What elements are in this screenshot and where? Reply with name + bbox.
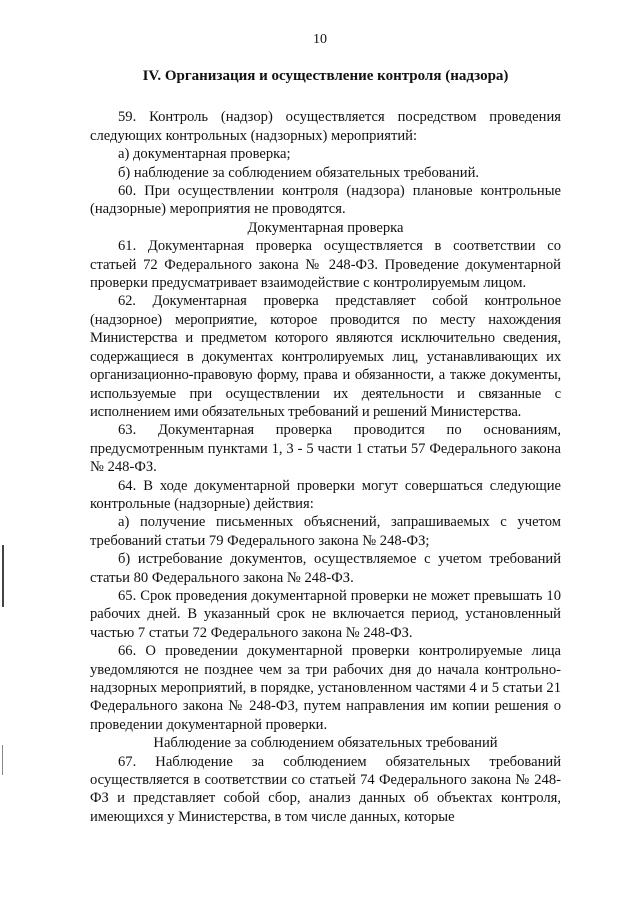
paragraph-64b: б) истребование документов, осуществляемое с учетом требований статьи 80 Федерального закона № 248-ФЗ.	[90, 551, 561, 586]
subheading-observation: Наблюдение за соблюдением обязательных требований	[153, 735, 498, 752]
paragraph-62: 62. Документарная проверка представляет собой контрольное (надзорное) мероприятие, которое проводится по месту нахождения Министерства и предметом которого являются исключительно сведения, содержащиеся в документах контролируемых лиц, устанавливающих их организационно-правовую форму, права и обязанности, а также документы, используемые при осуществлении их деятельности и связанные с исполнением ими обязательных требований и решений Министерства.	[90, 293, 561, 420]
paragraph-65: 65. Срок проведения документарной проверки не может превышать 10 рабочих дней. В указанный срок не включается период, установленный частью 7 статьи 72 Федерального закона № 248-ФЗ.	[90, 587, 561, 641]
paragraph-67: 67. Наблюдение за соблюдением обязательных требований осуществляется в соответствии со статьей 74 Федерального закона № 248-ФЗ и представляет собой сбор, анализ данных об объектах контроля, имеющихся у Министерства, в том числе данных, которые	[90, 753, 561, 825]
document-body	[90, 67, 561, 826]
page-number: 10	[313, 32, 327, 47]
subheading-documentary-check: Документарная проверка	[247, 219, 404, 236]
margin-mark	[2, 545, 4, 607]
paragraph-59b: б) наблюдение за соблюдением обязательных требований.	[118, 164, 480, 181]
section-title: IV. Организация и осуществление контроля (надзора)	[142, 68, 509, 84]
paragraph-59: 59. Контроль (надзор) осуществляется посредством проведения следующих контрольных (надзорных) мероприятий:	[90, 109, 561, 144]
margin-mark	[2, 745, 3, 775]
paragraph-60: 60. При осуществлении контроля (надзора) плановые контрольные (надзорные) мероприятия не проводятся.	[90, 183, 561, 218]
paragraph-64a: а) получение письменных объяснений, запрашиваемых с учетом требований статьи 79 Федерального закона № 248-ФЗ;	[90, 514, 561, 549]
paragraph-61: 61. Документарная проверка осуществляется в соответствии со статьей 72 Федерального закона № 248-ФЗ. Проведение документарной проверки предусматривает взаимодействие с контролируемым лицом.	[90, 238, 561, 292]
paragraph-66: 66. О проведении документарной проверки контролируемые лица уведомляются не позднее чем за три рабочих дня до начала контрольно-надзорных мероприятий, в порядке, установленном частями 4 и 5 статьи 21 Федерального закона № 248-ФЗ, путем направления им копии решения о проведении документарной проверки.	[90, 643, 561, 733]
paragraph-59a: а) документарная проверка;	[118, 146, 291, 163]
paragraph-64: 64. В ходе документарной проверки могут совершаться следующие контрольные (надзорные) действия:	[90, 477, 561, 512]
paragraph-63: 63. Документарная проверка проводится по основаниям, предусмотренным пунктами 1, 3 - 5 части 1 статьи 57 Федерального закона № 248-ФЗ.	[90, 422, 561, 476]
